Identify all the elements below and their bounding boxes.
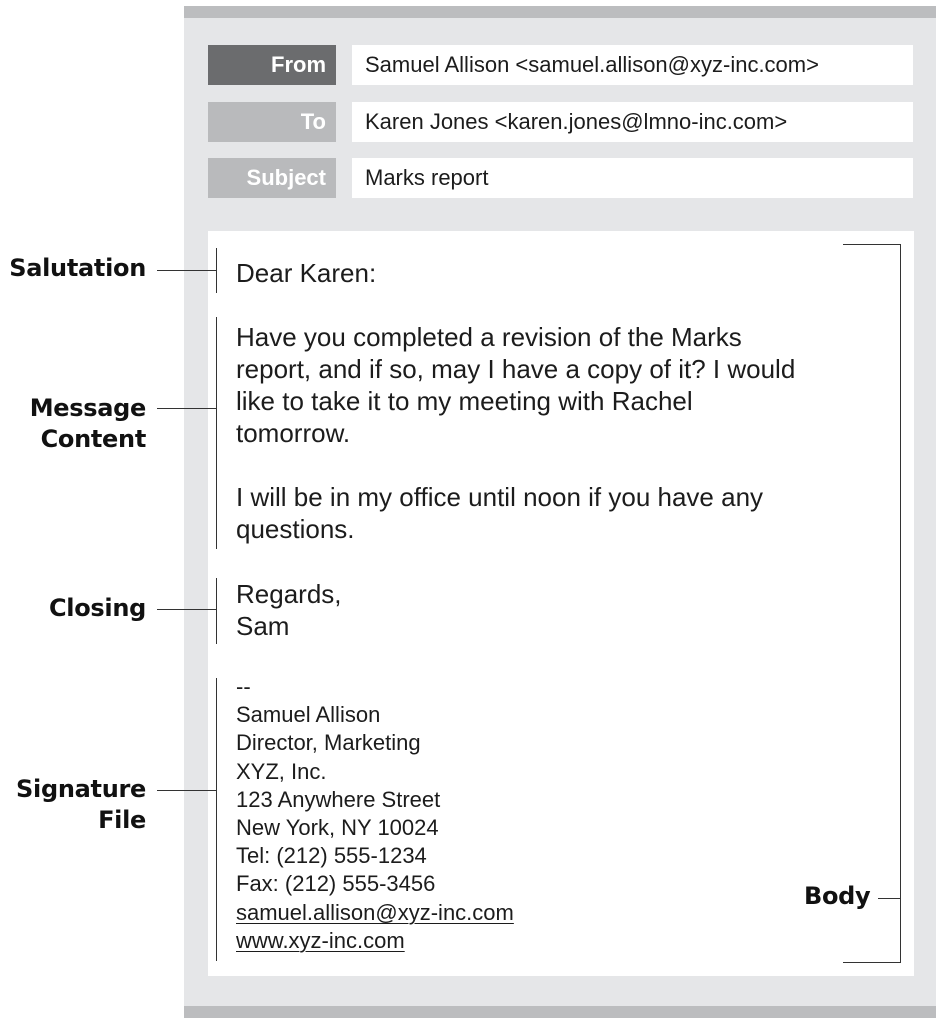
signature-file-callout xyxy=(16,774,146,836)
callout-text: File xyxy=(98,806,146,834)
signature-line: New York, NY 10024 xyxy=(236,815,439,841)
salutation-bracket xyxy=(216,248,217,293)
body-callout: Body xyxy=(804,882,871,910)
message-line: I will be in my office until noon if you have any xyxy=(236,482,764,512)
callout-text: Content xyxy=(40,425,146,453)
closing-line: Regards, xyxy=(236,579,342,609)
signature-email-link[interactable]: samuel.allison@xyz-inc.com xyxy=(236,899,514,925)
signature-line: Director, Marketing xyxy=(236,730,421,756)
closing-bracket xyxy=(216,578,217,644)
frame-bottom-bar xyxy=(184,1006,936,1018)
callout-text: Salutation xyxy=(9,254,146,282)
frame-top-bar xyxy=(184,6,936,18)
closing-line: Sam xyxy=(236,611,290,641)
signature-line: Samuel Allison xyxy=(236,702,381,728)
message-content-callout xyxy=(30,393,146,455)
signature-website-link[interactable]: www.xyz-inc.com xyxy=(236,927,405,953)
callout-text: Message xyxy=(29,394,146,422)
salutation-text: Dear Karen: xyxy=(236,258,377,288)
callout-text: Signature xyxy=(16,775,146,803)
message-paragraph-2 xyxy=(236,481,763,545)
callout-text: Closing xyxy=(48,594,146,622)
body-bracket-top xyxy=(843,244,900,245)
signature-file-leader xyxy=(157,790,216,791)
to-label: To xyxy=(208,102,336,142)
closing-leader xyxy=(157,609,216,610)
signature-line: 123 Anywhere Street xyxy=(236,786,441,812)
subject-field[interactable]: Marks report xyxy=(352,158,913,198)
signature-line: XYZ, Inc. xyxy=(236,758,327,784)
message-line: report, and if so, may I have a copy of it? I would xyxy=(236,354,796,384)
message-content-bracket xyxy=(216,317,217,549)
message-paragraph-1 xyxy=(236,321,795,449)
closing-text xyxy=(236,578,342,642)
signature-file-bracket xyxy=(216,678,217,961)
body-leader xyxy=(878,898,900,899)
message-line: Have you completed a revision of the Marks xyxy=(236,322,742,352)
salutation-callout xyxy=(9,253,146,284)
from-field[interactable]: Samuel Allison <samuel.allison@xyz-inc.com> xyxy=(352,45,913,85)
message-content-leader xyxy=(157,408,216,409)
body-bracket-bottom xyxy=(843,962,900,963)
message-line: tomorrow. xyxy=(236,418,351,448)
message-line: like to take it to my meeting with Rachel xyxy=(236,386,693,416)
signature-line: Tel: (212) 555-1234 xyxy=(236,843,427,869)
signature-block xyxy=(236,673,514,955)
from-label: From xyxy=(208,45,336,85)
subject-label: Subject xyxy=(208,158,336,198)
salutation-leader xyxy=(157,270,216,271)
closing-callout xyxy=(49,593,146,624)
message-line: questions. xyxy=(236,514,355,544)
to-field[interactable]: Karen Jones <karen.jones@lmno-inc.com> xyxy=(352,102,913,142)
signature-separator: -- xyxy=(236,674,251,699)
signature-line: Fax: (212) 555-3456 xyxy=(236,871,436,897)
body-bracket xyxy=(900,244,901,963)
